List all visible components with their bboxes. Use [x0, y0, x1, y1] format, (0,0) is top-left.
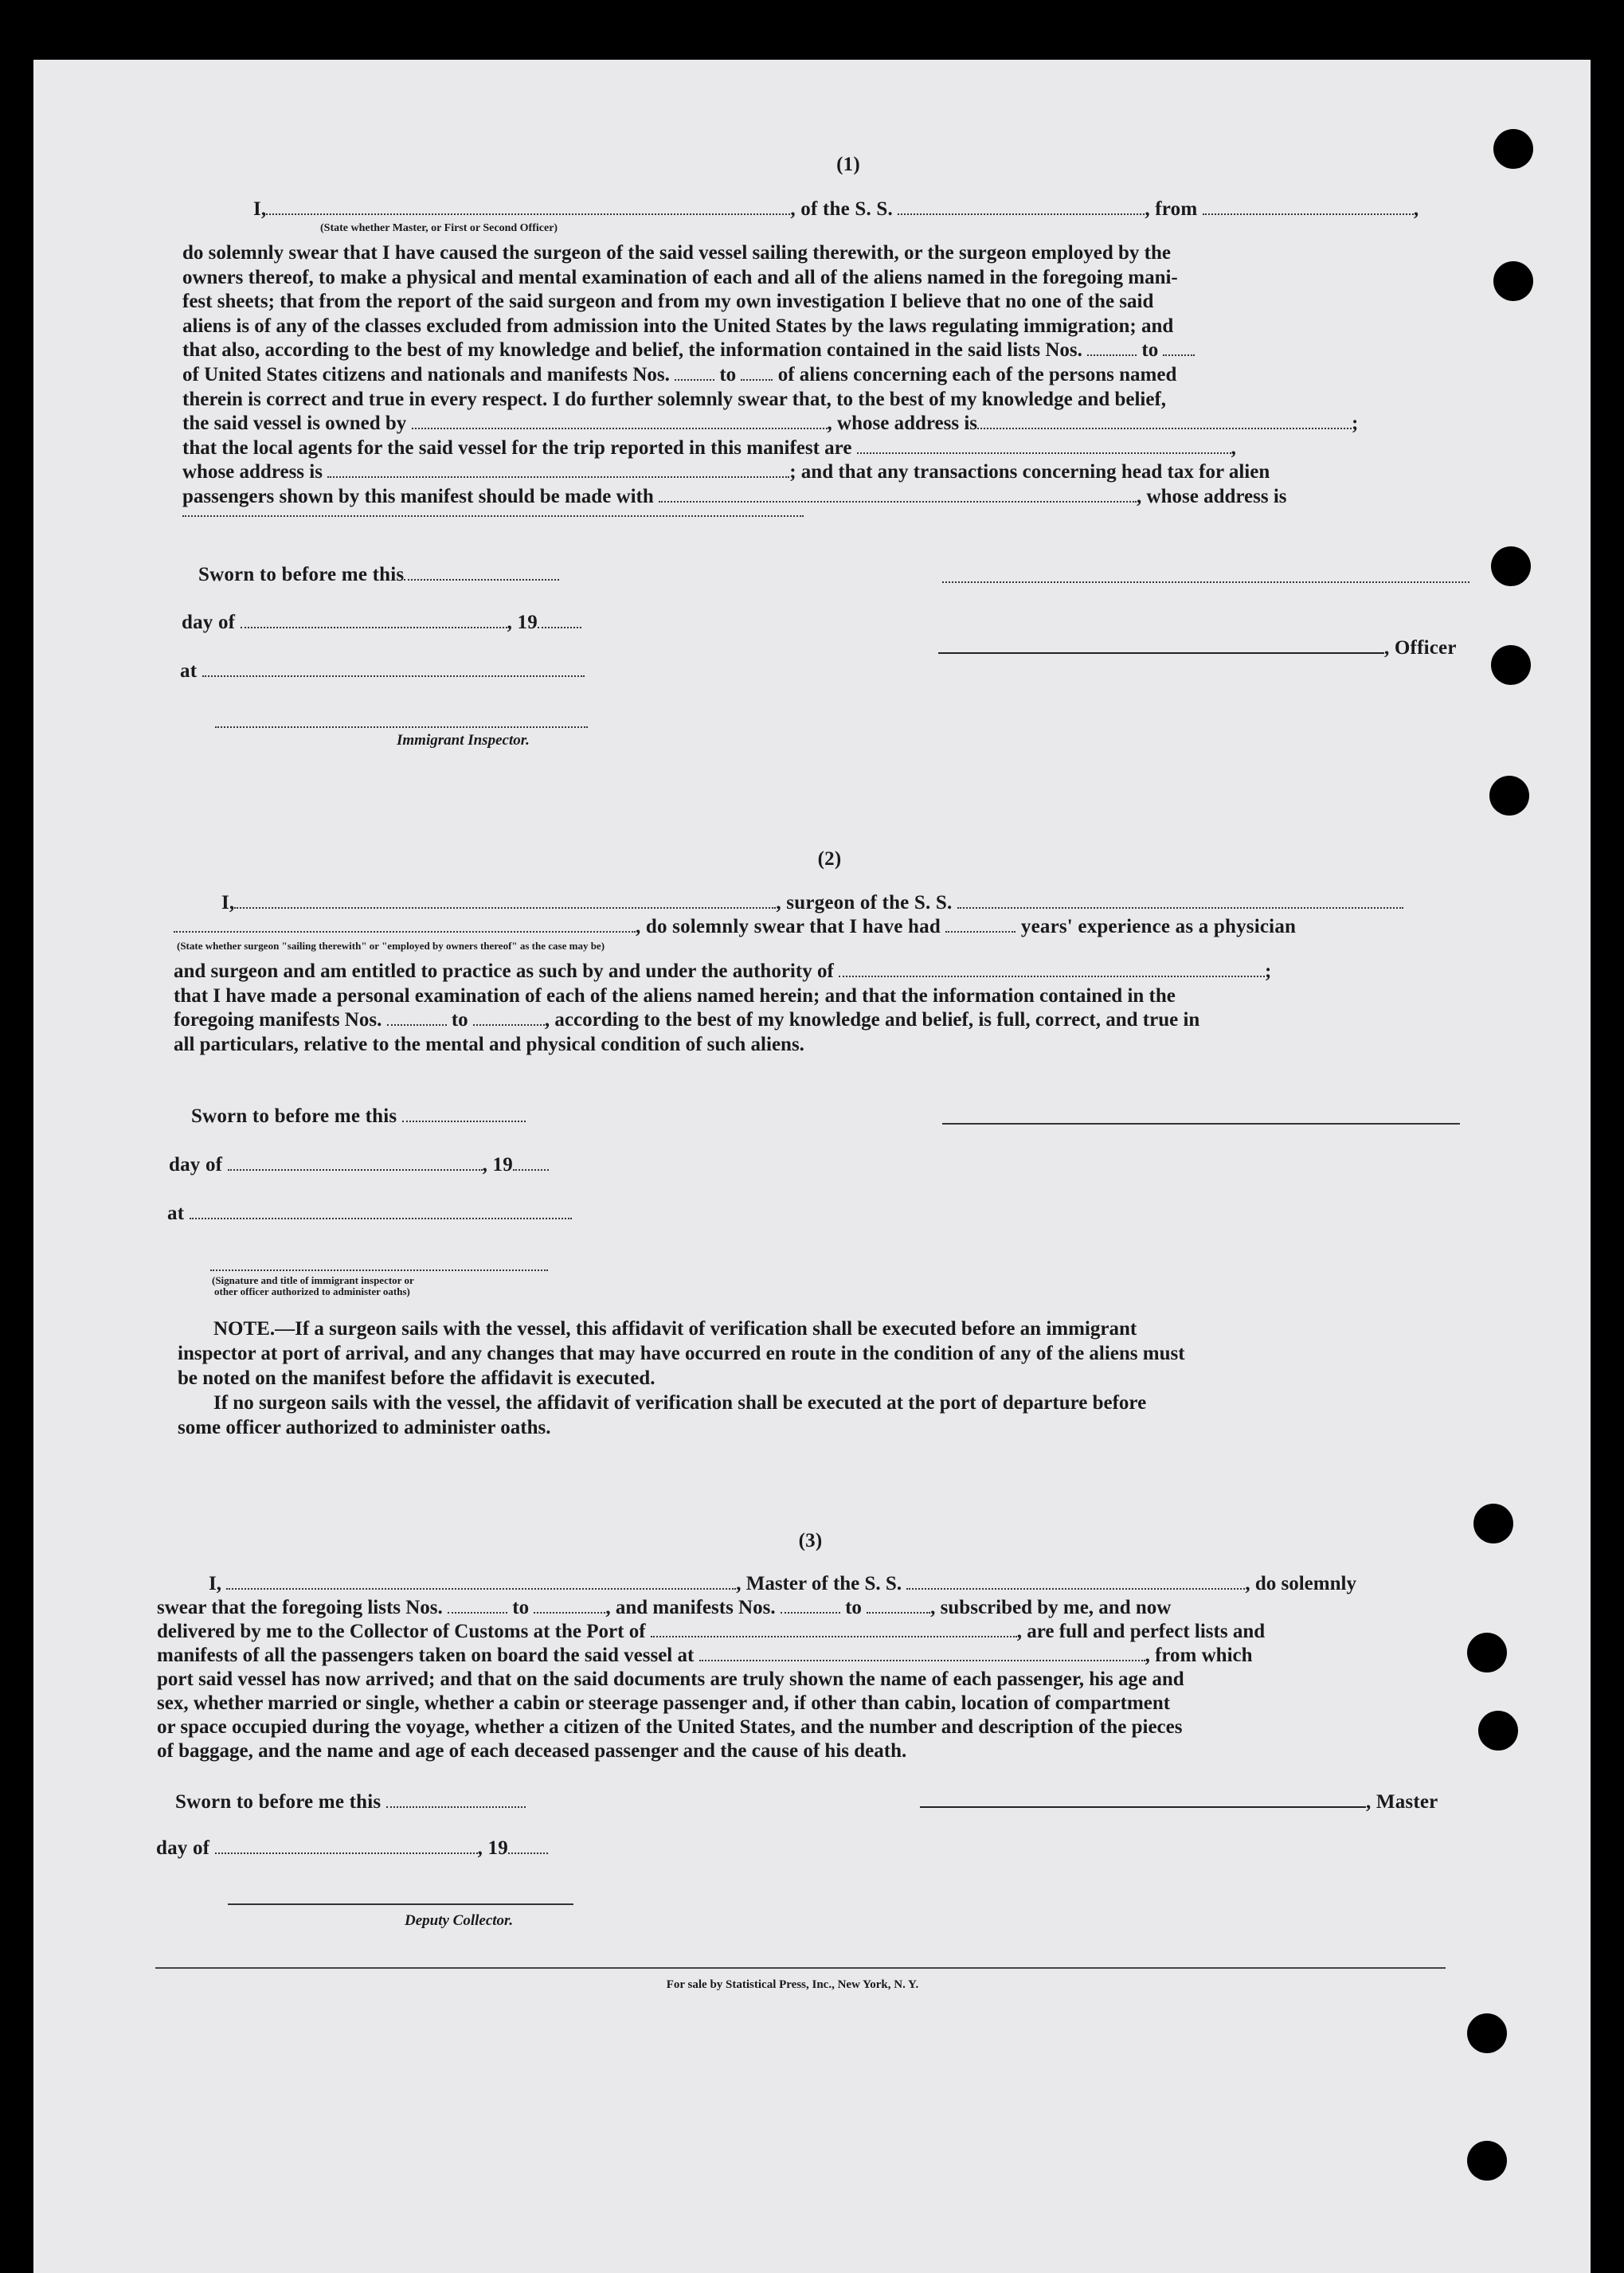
- foregoing-manifests-line: foregoing manifests Nos. to , according to the best of my knowledge and belief, is full, correct, and true in: [174, 1009, 1200, 1031]
- sworn-date-field-3[interactable]: [386, 1792, 526, 1808]
- manifests-to-field[interactable]: [741, 365, 773, 381]
- master-lists-from-field[interactable]: [448, 1598, 507, 1614]
- master-manifests-from-field[interactable]: [781, 1598, 840, 1614]
- punch-hole: [1489, 776, 1529, 816]
- section-1-body: [182, 241, 1476, 510]
- head-tax-address-field[interactable]: [182, 515, 804, 517]
- lists-manifests-line: swear that the foregoing lists Nos. to , and manifests Nos. to , subscribed by me, and now: [157, 1597, 1172, 1618]
- section-3-number: (3): [798, 1530, 823, 1551]
- at-line-2: at: [167, 1203, 572, 1225]
- master-manifests-to-field[interactable]: [867, 1598, 930, 1614]
- punch-hole: [1491, 645, 1531, 685]
- body-line: therein is correct and true in every respect. I do further solemnly swear that, to the best of my knowledge and belief,: [182, 388, 1167, 410]
- head-tax-line: passengers shown by this manifest should be made with , whose address is: [182, 485, 1287, 507]
- officer-rank-caption: (State whether Master, or First or Second Officer): [320, 222, 558, 234]
- note-line: some officer authorized to administer oaths.: [178, 1417, 551, 1438]
- body-line: fest sheets; that from the report of the said surgeon and from my own investigation I believe that no one of the said: [182, 291, 1154, 313]
- publisher-imprint: For sale by Statistical Press, Inc., New York, N. Y.: [666, 1978, 919, 1991]
- surgeon-status-field[interactable]: [174, 917, 636, 933]
- head-tax-party-field[interactable]: [659, 487, 1137, 503]
- sworn-line-2: Sworn to before me this: [191, 1105, 526, 1128]
- year-field-2[interactable]: [513, 1155, 549, 1171]
- lists-line: that also, according to the best of my knowledge and belief, the information contained in the said lists Nos. to: [182, 338, 1476, 363]
- note-line: NOTE.—If a surgeon sails with the vessel, this affidavit of verification shall be executed before an immigrant: [213, 1318, 1137, 1340]
- surgeon-signature-field[interactable]: [942, 1123, 1460, 1125]
- inspector-signature-field-2[interactable]: [210, 1270, 548, 1271]
- owner-line: the said vessel is owned by , whose address is ;: [182, 413, 1359, 435]
- agents-address-field[interactable]: [327, 462, 789, 478]
- deputy-signature-field[interactable]: [228, 1903, 573, 1905]
- master-line: I, , Master of the S. S. , do solemnly: [209, 1573, 1356, 1594]
- officer-line: , Officer: [938, 637, 1457, 659]
- years-experience-field[interactable]: [945, 917, 1015, 933]
- day-of-field[interactable]: [241, 612, 507, 628]
- inspector-signature-field[interactable]: [215, 726, 588, 728]
- punch-hole: [1478, 1711, 1518, 1751]
- lists-from-field[interactable]: [1087, 340, 1137, 356]
- master-name-field[interactable]: [226, 1574, 736, 1590]
- body-line: do solemnly swear that I have caused the surgeon of the said vessel sailing therewith, or the surgeon employed by the: [182, 242, 1171, 264]
- lists-to-field[interactable]: [1163, 340, 1195, 356]
- surgeon-vessel-field[interactable]: [957, 893, 1403, 909]
- surgeon-manifest-from-field[interactable]: [387, 1010, 447, 1026]
- punch-hole: [1467, 2141, 1507, 2181]
- day-of-line-2: day of , 19: [169, 1154, 549, 1176]
- at-place-field-2[interactable]: [190, 1203, 572, 1219]
- owner-field[interactable]: [412, 413, 828, 429]
- surgeon-name-field[interactable]: [234, 893, 776, 909]
- section-1-line-1: I, , of the S. S. , from ,: [253, 198, 1419, 220]
- section-2-body: [174, 960, 1464, 1057]
- section-2-number: (2): [817, 848, 842, 870]
- agents-field[interactable]: [857, 438, 1231, 454]
- officer-name-field[interactable]: [266, 199, 790, 215]
- body-line: or space occupied during the voyage, whether a citizen of the United States, and the number and description of the pieces: [157, 1716, 1183, 1738]
- sworn-date-field[interactable]: [404, 565, 559, 581]
- punch-hole: [1491, 546, 1531, 586]
- body-line: that I have made a personal examination of each of the aliens named herein; and that the information contained in the: [174, 984, 1176, 1007]
- officer-signature-field[interactable]: [942, 581, 1469, 583]
- punch-hole: [1467, 1633, 1507, 1672]
- sworn-line-1: Sworn to before me this: [198, 564, 559, 586]
- master-signature-line: , Master: [920, 1791, 1438, 1813]
- body-line: aliens is of any of the classes excluded from admission into the United States by the laws regulating immigration; and: [182, 315, 1174, 337]
- section-3-body: [157, 1572, 1457, 1763]
- punch-hole: [1467, 2013, 1507, 2053]
- master-lists-to-field[interactable]: [534, 1598, 605, 1614]
- manifests-from-field[interactable]: [675, 365, 714, 381]
- body-line: of baggage, and the name and age of each deceased passenger and the cause of his death.: [157, 1740, 907, 1762]
- immigrant-inspector-label: Immigrant Inspector.: [397, 732, 530, 749]
- footer-rule: [155, 1967, 1446, 1969]
- note-line: be noted on the manifest before the affidavit is executed.: [178, 1367, 655, 1389]
- deputy-collector-label: Deputy Collector.: [405, 1912, 514, 1929]
- owner-address-field[interactable]: [977, 413, 1352, 429]
- authority-line: and surgeon and am entitled to practice as such by and under the authority of ;: [174, 960, 1272, 982]
- section-1-number: (1): [836, 154, 860, 175]
- day-of-field-2[interactable]: [228, 1155, 483, 1171]
- year-field[interactable]: [538, 612, 581, 628]
- sworn-line-3: Sworn to before me this: [175, 1791, 526, 1813]
- note-block: [178, 1316, 1458, 1440]
- day-of-line-1: day of , 19: [182, 612, 581, 634]
- section-2-line-1: I, , surgeon of the S. S.: [221, 892, 1403, 914]
- signature-caption: (Signature and title of immigrant inspector or other officer authorized to administer oaths): [212, 1274, 414, 1297]
- surgeon-status-caption: (State whether surgeon "sailing therewith" or "employed by owners thereof" as the case may be): [177, 940, 605, 952]
- agents-address-line: whose address is ; and that any transactions concerning head tax for alien: [182, 461, 1270, 483]
- master-vessel-field[interactable]: [906, 1574, 1245, 1590]
- body-line: owners thereof, to make a physical and mental examination of each and all of the aliens named in the foregoing mani-: [182, 266, 1178, 288]
- embark-line: manifests of all the passengers taken on board the said vessel at , from which: [157, 1645, 1253, 1666]
- note-line: If no surgeon sails with the vessel, the affidavit of verification shall be executed at the port of departure before: [213, 1392, 1147, 1414]
- manifests-line: of United States citizens and nationals and manifests Nos. to of aliens concerning each of the persons named: [182, 363, 1177, 385]
- vessel-name-field[interactable]: [898, 199, 1145, 215]
- from-port-field[interactable]: [1203, 199, 1414, 215]
- surgeon-manifest-to-field[interactable]: [473, 1010, 545, 1026]
- master-signature-field[interactable]: [920, 1792, 1366, 1808]
- body-line: port said vessel has now arrived; and that on the said documents are truly shown the name of each passenger, his age and: [157, 1669, 1184, 1690]
- at-line-1: at: [180, 660, 585, 683]
- note-line: inspector at port of arrival, and any changes that may have occurred en route in the condition of any of the aliens must: [178, 1343, 1185, 1364]
- port-field[interactable]: [651, 1622, 1017, 1637]
- sworn-date-field-2[interactable]: [402, 1106, 526, 1122]
- at-place-field[interactable]: [202, 661, 585, 677]
- punch-hole: [1493, 261, 1533, 301]
- body-line: all particulars, relative to the mental and physical condition of such aliens.: [174, 1033, 804, 1055]
- port-line: delivered by me to the Collector of Customs at the Port of , are full and perfect lists and: [157, 1621, 1266, 1642]
- authority-field[interactable]: [839, 961, 1265, 977]
- section-2-line-2: , do solemnly swear that I have had years' experience as a physician: [174, 916, 1296, 938]
- embarkation-port-field[interactable]: [699, 1645, 1145, 1661]
- day-of-field-3[interactable]: [215, 1838, 478, 1854]
- officer-title-field[interactable]: [938, 638, 1384, 654]
- year-field-3[interactable]: [508, 1838, 548, 1854]
- agents-line: that the local agents for the said vessel for the trip reported in this manifest are ,: [182, 436, 1236, 459]
- day-of-line-3: day of , 19: [156, 1837, 548, 1860]
- body-line: sex, whether married or single, whether a cabin or steerage passenger and, if other than cabin, location of compartment: [157, 1692, 1171, 1714]
